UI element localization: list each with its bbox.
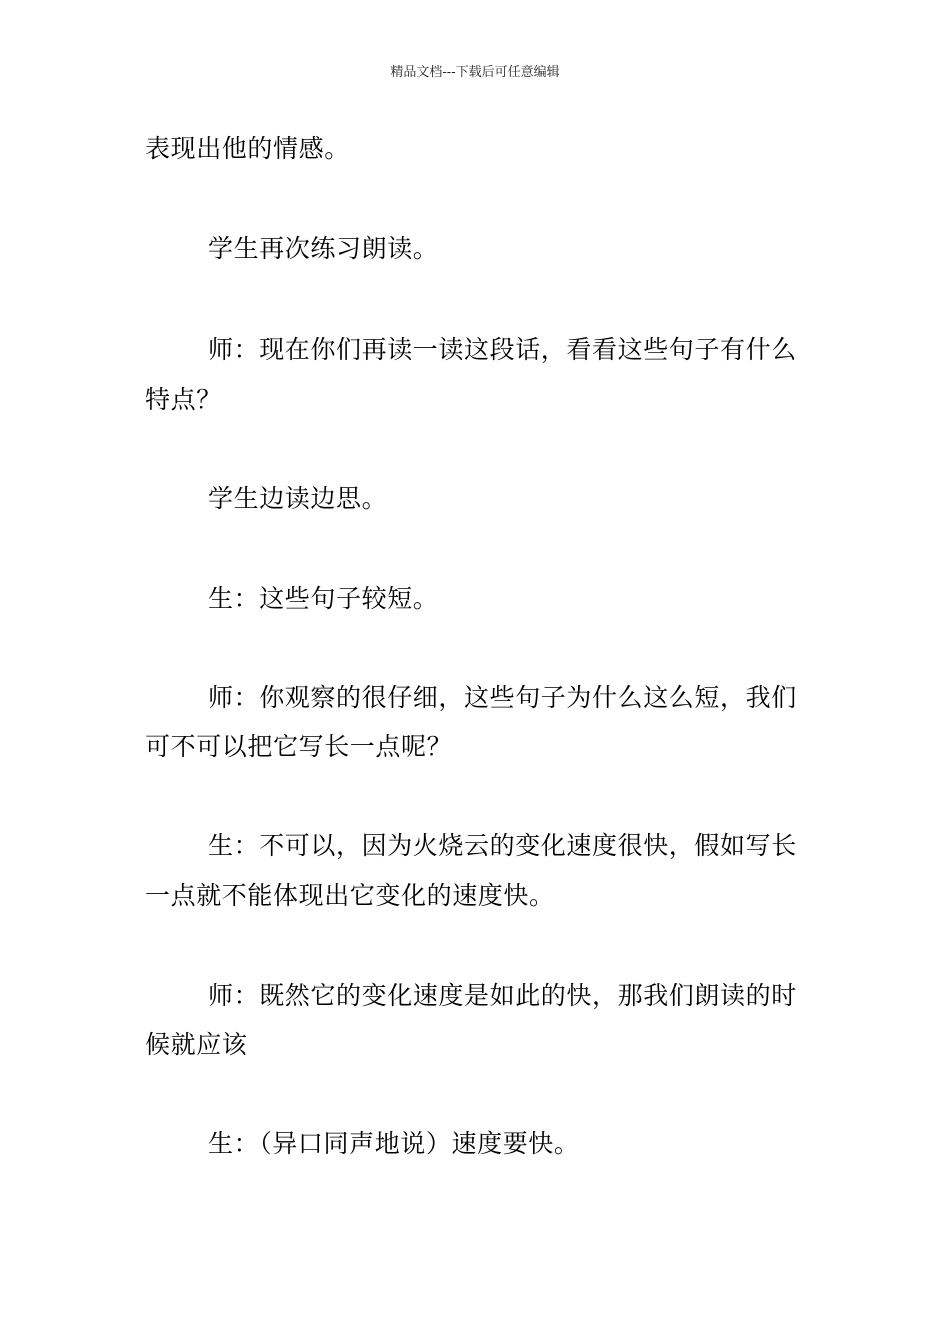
page-header: 精品文档---下载后可任意编辑	[390, 65, 560, 80]
text-line: 生：（异口同声地说）速度要快。	[208, 1129, 580, 1158]
text-line: 学生再次练习朗读。	[208, 234, 439, 263]
text-line: 师：现在你们再读一读这段话，看看这些句子有什么	[208, 335, 797, 364]
text-line: 候就应该	[145, 1030, 248, 1059]
text-line: 师：既然它的变化速度是如此的快，那我们朗读的时	[208, 981, 797, 1010]
text-line: 可不可以把它写长一点呢？	[145, 732, 453, 761]
text-line: 生：这些句子较短。	[208, 584, 439, 613]
text-line: 师：你观察的很仔细，这些句子为什么这么短，我们	[208, 683, 797, 712]
text-line: 一点就不能体现出它变化的速度快。	[145, 881, 555, 910]
text-line: 表现出他的情感。	[145, 134, 350, 163]
text-line: 学生边读边思。	[208, 484, 388, 513]
text-line: 生：不可以，因为火烧云的变化速度很快，假如写长	[208, 831, 797, 860]
text-line: 特点？	[145, 385, 222, 414]
